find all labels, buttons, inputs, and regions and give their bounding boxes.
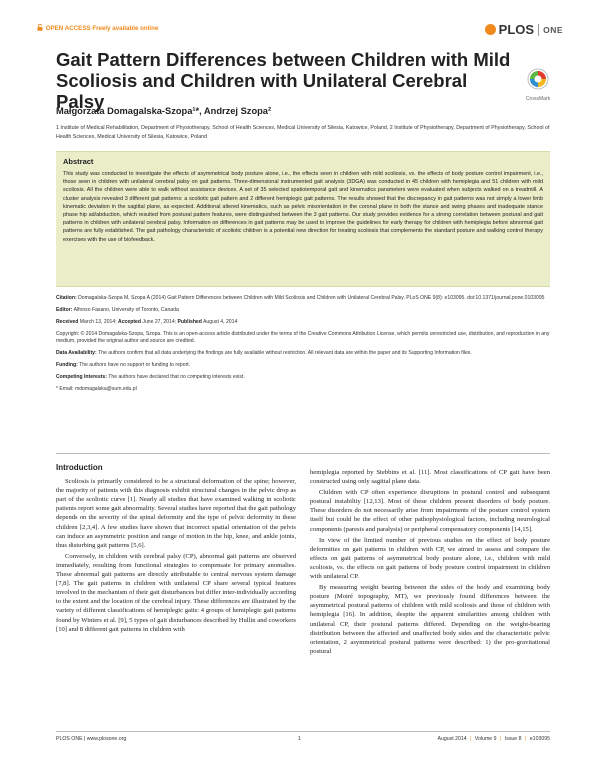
journal-header — [37, 22, 563, 38]
access-label: ACCESS — [64, 25, 91, 32]
dates — [56, 319, 550, 326]
received-date: March 13, 2014; — [79, 318, 117, 325]
editor-text: Alfonso Fasano, University of Toronto, Canada — [73, 306, 179, 313]
copyright: Copyright: © 2014 Domagalska-Szopa, Szopa. This is an open-access article distributed under the terms of the Creative Commons Attribution License, which permits unrestricted use, distribution, and reproduction in any medium, provided the original author and source are credited. — [56, 330, 550, 344]
footer-journal-url[interactable]: PLOS ONE | www.plosone.org — [56, 736, 127, 742]
competing-interests — [56, 374, 550, 381]
funding-label: Funding: — [56, 361, 78, 368]
accepted-label: Accepted — [118, 318, 141, 325]
footer-volume: Volume 9 — [474, 736, 497, 742]
body-paragraph: Children with CP often experience disruptions in postural control and subsequent postural instability [12,13]. Most of these children present disorders of body posture. These disorders do not necessarily arise from impairments of the posture control system itself but could be the effect of other pathophysiological factors, including neurological components (paresis and paralysis) or peripheral compensatory components [14,15]. — [310, 489, 550, 533]
citation-text: Domagalska-Szopa M, Szopa A (2014) Gait Pattern Differences between Children with Mild Scoliosis and Children with Unilateral Cerebral Palsy. PLoS ONE 9(8): e103095. doi:10.1371/journal.pone.0103095 — [78, 295, 545, 301]
footer-separator: | — [524, 736, 527, 742]
data-availability — [56, 350, 550, 357]
data-text: The authors confirm that all data underlying the findings are fully available without restriction. All relevant data are within the paper and its Supporting Information files. — [98, 349, 472, 356]
logo-divider — [538, 24, 539, 36]
footer-article-number: e103095 — [529, 736, 550, 742]
funding-text: The authors have no support or funding to report. — [79, 361, 191, 368]
body-paragraph: hemiplegia reported by Stebbins et al. [11]. Most classifications of CP gait have been constructed using only sagittal plane data. — [310, 469, 550, 486]
plos-wordmark: PLOS — [498, 22, 535, 37]
body-paragraph: Scoliosis is primarily considered to be a structural deformation of the spine; however, the majority of patients with this diagnosis exhibit structural changes in the pelvic drop as part of the scoliotic curve [1]. Nearly all studies that have examined walking in scoliotic patients report some gait abnormality. Several studies have reported that the gait pathology depends on the severity of the spinal deformity and the type of pelvic deformity in these children [2,3,4]. A few studies have shown that incorrect spatial orientation of the pelvis can induce an asymmetric position and range of motion in the hip, knee, and ankle joints, thus disturbing gait patterns [5,6]. — [56, 478, 296, 549]
open-access-banner — [37, 24, 158, 32]
body-column-left — [56, 463, 296, 636]
crossmark-label: CrossMark — [525, 96, 551, 102]
body-paragraph: By measuring weight bearing between the sides of the body and examining body posture (Moiré topography, MT), we previously found differences between the asymmetrical postural patterns of children with mild scoliosis and those of children with hemiplegia [16]. In addition, despite the apparent similarities among children with unilateral CP, their postural patterns differed. Depending on the weight-bearing distribution between the affected and unaffected body sides and the characteristic pelvic orientation, 2 asymmetrical postural patterns were described: 1) the pro-gravitational postural — [310, 584, 550, 655]
citation-label: Citation: — [56, 295, 77, 301]
funding — [56, 362, 550, 369]
footer-separator: | — [499, 736, 502, 742]
one-wordmark: ONE — [543, 24, 563, 35]
footer-date: August 2014 — [437, 736, 467, 742]
editor-label: Editor: — [56, 306, 73, 313]
abstract-heading: Abstract — [63, 157, 94, 166]
section-divider — [56, 453, 550, 454]
crossmark-icon — [527, 68, 549, 90]
competing-label: Competing Interests: — [56, 373, 107, 380]
introduction-heading: Introduction — [56, 463, 103, 472]
competing-text: The authors have declared that no competing interests exist. — [108, 373, 245, 380]
abstract-text: This study was conducted to investigate the effects of asymmetrical body posture alone, i.e., the effects seen in children with mild scoliosis, vs. the effects of body posture control impairment, i.e., those seen in children with unilateral cerebral palsy on gait patterns. Three-dimensional instrumented gait analysis (3DGA) was conducted in 45 children with hemiplegia and 51 children with mild scoliosis. All the children were able to walk without assistance devices. A set of 35 selected spatiotemporal gait and kinematics parameters were evaluated when subjects walked on a treadmill. A cluster analysis revealed 3 different gait patterns: a scoliotic gait pattern and 2 different hemiplegic gait patterns. The results showed that the discrepancy in gait patterns was not simply a lower limb kinematic deviation in the sagittal plane, as expected. Additional altered kinematics, such as pelvic misorientation in the coronal plane in both the stance and swing phases and inadequate stance phase hip ad/abduction, which resulted from postural pattern features, were distinguished between the 3 gait patterns. Our study provides evidence for a strong correlation between postural and gait patterns in children with unilateral cerebral palsy. Information on differences in gait patterns may be used to improve the guidelines for early therapy for children with hemiplegia before abnormal gait patterns are fully established. The gait pathology characteristic of scoliotic children is a potential new direction for treating scoliosis that complements the standard posture and walking control therapy exercises with the use of biofeedback. — [63, 171, 543, 243]
email[interactable]: * Email: mdomagalska@sum.edu.pl — [56, 385, 137, 392]
footer-divider — [56, 731, 550, 732]
freely-available-label: Freely available online — [92, 25, 159, 32]
footer-separator: | — [470, 736, 472, 742]
editor — [56, 307, 550, 314]
citation — [56, 295, 550, 302]
body-column-right — [310, 468, 550, 658]
body-paragraph: Conversely, in children with cerebral palsy (CP), abnormal gait patterns are observed immediately, resulting from functional strategies to compensate for primary anomalies. These abnormal gait patterns are directly attributable to central nervous system damage [7,8]. The gait patterns in children with unilateral CP share several typical features involved in the mechanism of their gait disturbances but differ inter-individually according to the extent and the location of the cerebral injury. These differences are illustrated by the variety of different classifications of hemiplegic gaits: 4 groups of hemiplegic gait patterns found by Winters et al. [9], 5 types of gait disturbances described by Hullin and coworkers [10] and 8 different gait patterns in children with — [56, 552, 296, 633]
plos-dot-icon — [485, 24, 496, 35]
footer-issue-info — [437, 736, 550, 742]
article-title: Gait Pattern Differences between Children with Mild Scoliosis and Children with Unilateral Cerebral Palsy — [56, 49, 511, 112]
page-number: 1 — [298, 736, 301, 742]
plos-one-logo[interactable] — [485, 22, 563, 37]
crossmark-badge[interactable] — [516, 68, 560, 102]
footer-issue: Issue 8 — [504, 736, 522, 742]
open-label: OPEN — [45, 25, 64, 32]
published-date: August 4, 2014 — [203, 318, 238, 325]
abstract-box — [56, 151, 550, 287]
body-paragraph: In view of the limited number of previous studies on the effect of body posture deformities on gait patterns in children with CP, we aimed to assess and compare the effects on gait patterns of asymmetrical body posture alone, i.e., children with mild scoliosis, vs. the effects on gait patterns of body posture control impairment in children with unilateral CP. — [310, 536, 550, 581]
open-lock-icon — [37, 24, 43, 31]
affiliations: 1 Institute of Medical Rehabilitation, Department of Physiotherapy, School of Health Sciences, Medical University of Silesia, Katowice, Poland, 2 Institute of Physiotherapy, Department of Physiotherapy, School of Health Sciences, Medical University of Silesia, Katowice, Poland — [56, 125, 550, 140]
article-metadata — [56, 295, 550, 397]
accepted-date: June 27, 2014; — [142, 318, 177, 325]
published-label: Published — [177, 318, 202, 325]
data-label: Data Availability: — [56, 349, 97, 356]
received-label: Received — [56, 318, 79, 325]
author-list: Małgorzata Domagalska-Szopa¹*, Andrzej Szopa² — [56, 106, 272, 116]
